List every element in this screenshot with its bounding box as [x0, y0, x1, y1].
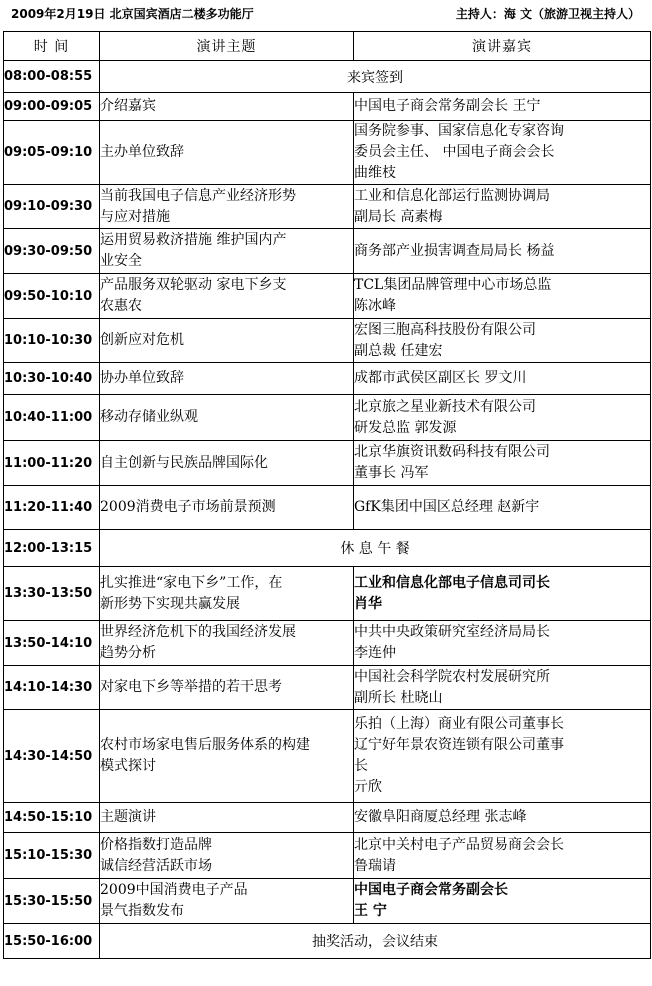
- text-line: 模式探讨: [100, 758, 156, 774]
- text-line: 中共中央政策研究室经济局局长: [354, 624, 550, 640]
- text-line: 安徽阜阳商厦总经理 张志峰: [354, 809, 527, 825]
- session-time: 08:00-08:55: [4, 61, 100, 93]
- session-time: 15:10-15:30: [4, 833, 100, 879]
- session-topic: [100, 803, 354, 833]
- session-time: 11:00-11:20: [4, 441, 100, 486]
- agenda-row: [4, 319, 651, 363]
- session-speaker: [354, 621, 651, 666]
- session-time: 09:00-09:05: [4, 93, 100, 121]
- session-speaker: [354, 229, 651, 274]
- agenda-row: [4, 441, 651, 486]
- session-time: 15:30-15:50: [4, 879, 100, 924]
- session-time: 15:50-16:00: [4, 924, 100, 959]
- text-line: 乐拍（上海）商业有限公司董事长: [354, 716, 564, 732]
- session-topic: [100, 486, 354, 530]
- session-topic: [100, 274, 354, 319]
- text-line: 2009中国消费电子产品: [100, 882, 248, 898]
- text-line: 景气指数发布: [100, 903, 184, 919]
- text-line: 中国社会科学院农村发展研究所: [354, 668, 550, 685]
- session-topic: [100, 621, 354, 666]
- session-topic: [100, 229, 354, 274]
- session-topic: [100, 833, 354, 879]
- session-speaker: [354, 319, 651, 363]
- text-line: GfK集团中国区总经理 赵新宇: [354, 499, 540, 515]
- table-header-row: [4, 32, 651, 61]
- text-line: 2009消费电子市场前景预测: [100, 499, 276, 515]
- agenda-table: [3, 31, 651, 959]
- host-info: 主持人：海 文（旅游卫视主持人）: [455, 7, 640, 21]
- session-time: 09:50-10:10: [4, 274, 100, 319]
- text-line: 宏图三胞高科技股份有限公司: [354, 321, 536, 338]
- session-time: 12:00-13:15: [4, 530, 100, 567]
- agenda-row: [4, 833, 651, 879]
- text-line: 主题演讲: [100, 809, 156, 825]
- session-break: 抽奖活动，会议结束: [100, 924, 651, 959]
- agenda-row: [4, 879, 651, 924]
- session-speaker: [354, 121, 651, 185]
- text-line: 副总裁 任建宏: [354, 342, 443, 359]
- session-speaker: [354, 274, 651, 319]
- text-line: 介绍嘉宾: [100, 98, 156, 114]
- page-header: [0, 0, 652, 30]
- session-topic: [100, 666, 354, 710]
- agenda-row: [4, 93, 651, 121]
- text-line: 北京华旗资讯数码科技有限公司: [354, 444, 550, 460]
- text-line: TCL集团品牌管理中心市场总监: [354, 277, 552, 293]
- text-line: 鲁瑞请: [354, 857, 396, 874]
- text-line: 肖华: [354, 595, 382, 612]
- text-line: 商务部产业损害调查局局长 杨益: [354, 242, 555, 259]
- text-line: 主办单位致辞: [100, 144, 184, 160]
- text-line: 自主创新与民族品牌国际化: [100, 454, 268, 471]
- session-time: 14:50-15:10: [4, 803, 100, 833]
- text-line: 亓欣: [354, 779, 382, 795]
- agenda-rows: [4, 61, 651, 959]
- session-topic: [100, 121, 354, 185]
- text-line: 工业和信息化部运行监测协调局: [354, 187, 550, 204]
- text-line: 新形势下实现共赢发展: [100, 595, 240, 612]
- session-speaker: [354, 486, 651, 530]
- text-line: 董事长 冯军: [354, 465, 429, 481]
- text-line: 李连仲: [354, 645, 396, 661]
- text-line: 当前我国电子信息产业经济形势: [100, 187, 296, 204]
- session-time: 13:30-13:50: [4, 567, 100, 621]
- session-topic: [100, 710, 354, 803]
- text-line: 陈冰峰: [354, 298, 396, 314]
- agenda-row: [4, 121, 651, 185]
- event-date-venue: 2009年2月19日 北京国宾酒店二楼多功能厅: [11, 7, 254, 21]
- session-speaker: [354, 666, 651, 710]
- session-time: 09:05-09:10: [4, 121, 100, 185]
- text-line: 世界经济危机下的我国经济发展: [100, 624, 296, 640]
- session-speaker: [354, 833, 651, 879]
- agenda-row: [4, 621, 651, 666]
- text-line: 中国电子商会常务副会长 王宁: [354, 98, 541, 114]
- text-line: 趋势分析: [100, 645, 156, 661]
- agenda-row: [4, 395, 651, 441]
- text-line: 副所长 杜晓山: [354, 689, 443, 706]
- column-header-topic: 演讲主题: [100, 32, 354, 61]
- text-line: 长: [354, 758, 368, 774]
- session-topic: [100, 441, 354, 486]
- text-line: 工业和信息化部电子信息司司长: [354, 574, 550, 591]
- session-speaker: [354, 803, 651, 833]
- agenda-row: [4, 803, 651, 833]
- text-line: 曲维枝: [354, 165, 396, 181]
- text-line: 创新应对危机: [100, 332, 184, 348]
- session-time: 10:10-10:30: [4, 319, 100, 363]
- session-speaker: [354, 441, 651, 486]
- text-line: 业安全: [100, 253, 142, 269]
- session-time: 09:10-09:30: [4, 185, 100, 229]
- agenda-row: [4, 363, 651, 395]
- session-time: 14:30-14:50: [4, 710, 100, 803]
- text-line: 农村市场家电售后服务体系的构建: [100, 737, 310, 753]
- session-topic: [100, 395, 354, 441]
- session-time: 10:30-10:40: [4, 363, 100, 395]
- agenda-row: [4, 567, 651, 621]
- text-line: 北京中关村电子产品贸易商会会长: [354, 836, 564, 853]
- text-line: 与应对措施: [100, 208, 170, 225]
- agenda-row: [4, 530, 651, 567]
- text-line: 产品服务双轮驱动 家电下乡支: [100, 277, 287, 293]
- text-line: 成都市武侯区副区长 罗文川: [354, 370, 527, 386]
- text-line: 北京旅之星业新技术有限公司: [354, 398, 536, 415]
- session-speaker: [354, 710, 651, 803]
- column-header-speaker: 演讲嘉宾: [354, 32, 651, 61]
- text-line: 农惠农: [100, 298, 142, 314]
- text-line: 副局长 高素梅: [354, 208, 443, 225]
- text-line: 研发总监 郭发源: [354, 419, 457, 436]
- text-line: 中国电子商会常务副会长: [354, 882, 508, 898]
- agenda-row: [4, 666, 651, 710]
- session-speaker: [354, 879, 651, 924]
- session-topic: [100, 363, 354, 395]
- session-time: 11:20-11:40: [4, 486, 100, 530]
- agenda-row: [4, 710, 651, 803]
- session-time: 14:10-14:30: [4, 666, 100, 710]
- session-topic: [100, 93, 354, 121]
- session-topic: [100, 879, 354, 924]
- text-line: 对家电下乡等举措的若干思考: [100, 679, 282, 695]
- session-topic: [100, 185, 354, 229]
- session-time: 10:40-11:00: [4, 395, 100, 441]
- text-line: 王 宁: [354, 903, 387, 919]
- session-topic: [100, 567, 354, 621]
- agenda-row: [4, 924, 651, 959]
- text-line: 诚信经营活跃市场: [100, 857, 212, 874]
- session-speaker: [354, 395, 651, 441]
- agenda-row: [4, 229, 651, 274]
- session-break: 来宾签到: [100, 61, 651, 93]
- text-line: 协办单位致辞: [100, 370, 184, 386]
- agenda-row: [4, 185, 651, 229]
- session-speaker: [354, 363, 651, 395]
- text-line: 运用贸易救济措施 维护国内产: [100, 232, 287, 248]
- text-line: 扎实推进“家电下乡”工作，在: [100, 574, 283, 591]
- agenda-row: [4, 274, 651, 319]
- session-time: 09:30-09:50: [4, 229, 100, 274]
- text-line: 移动存储业纵观: [100, 409, 198, 425]
- agenda-row: [4, 61, 651, 93]
- session-speaker: [354, 93, 651, 121]
- text-line: 辽宁好年景农资连锁有限公司董事: [354, 737, 564, 753]
- session-topic: [100, 319, 354, 363]
- session-time: 13:50-14:10: [4, 621, 100, 666]
- column-header-time: 时 间: [4, 32, 100, 61]
- agenda-row: [4, 486, 651, 530]
- session-break: 休 息 午 餐: [100, 530, 651, 567]
- session-speaker: [354, 185, 651, 229]
- text-line: 价格指数打造品牌: [100, 836, 212, 853]
- text-line: 国务院参事、国家信息化专家咨询: [354, 123, 564, 139]
- session-speaker: [354, 567, 651, 621]
- text-line: 委员会主任、 中国电子商会会长: [354, 144, 555, 160]
